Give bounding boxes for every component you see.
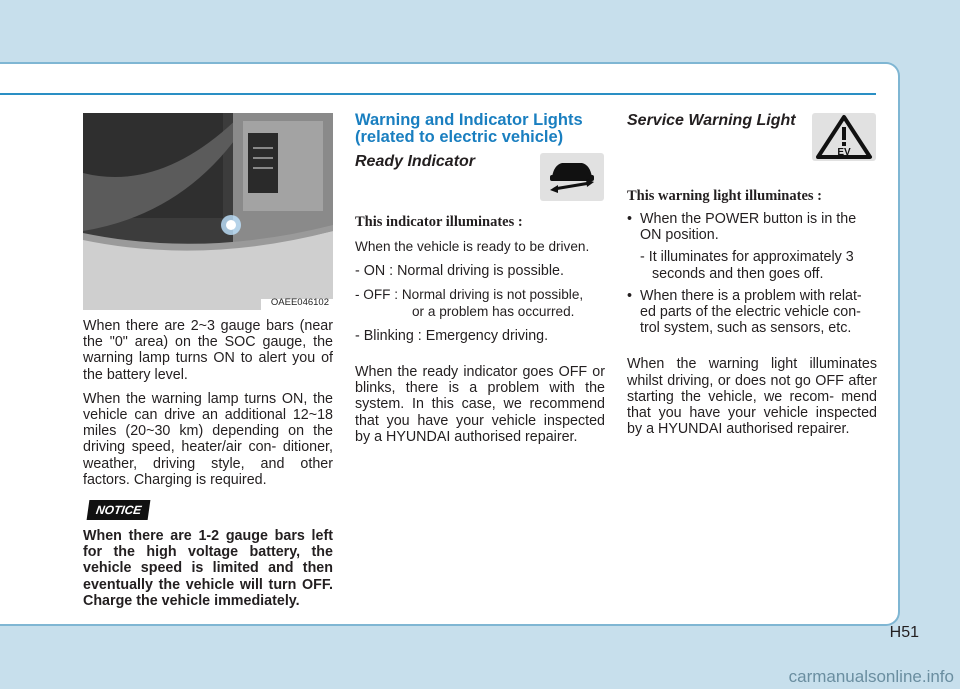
section-heading-line1: Warning and Indicator Lights (355, 111, 583, 129)
page-number: H51 (889, 624, 919, 641)
notice-text: When there are 1-2 gauge bars left for the high voltage battery, the vehicle speed is limited and then eventually the vehicle will turn OFF. Charge the vehicle immediately. (83, 528, 333, 609)
bullet-2-line1: When there is a problem with relat- (640, 287, 862, 304)
bullet-1-dot: • (627, 211, 633, 227)
bullet-1-line2: ON position. (640, 227, 719, 244)
ev-warning-icon (812, 113, 876, 161)
ready-illuminates-heading: This indicator illuminates : (355, 214, 523, 230)
ready-intro: When the vehicle is ready to be driven. (355, 239, 590, 254)
bullet-1-line1: When the POWER button is in the (640, 211, 857, 227)
sub-item-line1: - It illuminates for approximately 3 (640, 249, 854, 266)
ready-item-off (355, 287, 605, 303)
additional-range-paragraph: When the warning lamp turns ON, the vehicle can drive an additional 12~18 miles (20~30 km) depending on the driving speed, heater/air con- ditioner, weather, driving style, and other factors. Charging is required. (83, 390, 333, 488)
bullet-2-line2: ed parts of the electric vehicle con- (640, 304, 861, 321)
ready-item-off-prefix: - OFF : (355, 287, 399, 303)
ready-item-on (355, 263, 605, 279)
header-rule (0, 93, 876, 95)
notice-badge: NOTICE (87, 500, 151, 520)
ready-item-off-cont: or a problem has occurred. (412, 303, 575, 319)
photo-caption: OAEE046102 (270, 297, 329, 308)
watermark: carmanualsonline.info (788, 667, 954, 686)
ready-indicator-icon (540, 153, 604, 201)
service-sub-item (627, 249, 877, 281)
ev-icon-label: EV (837, 147, 851, 158)
ready-item-on-text: Normal driving is possible. (397, 263, 564, 280)
ready-indicator-title: Ready Indicator (355, 153, 476, 170)
ready-indicator-paragraph: When the ready indicator goes OFF or blinks, there is a problem with the system. In this case, we recommend that you have your vehicle inspected by a HYUNDAI authorised repairer. (355, 364, 605, 445)
ready-item-blinking (355, 328, 605, 344)
ready-item-on-prefix: - ON : (355, 263, 394, 280)
bullet-2-line3: trol system, such as sensors, etc. (640, 320, 852, 337)
service-bullet-1 (627, 211, 877, 243)
section-heading-line2: (related to electric vehicle) (355, 128, 564, 146)
ready-item-blinking-text: Emergency driving. (425, 327, 549, 344)
section-heading (355, 112, 605, 146)
service-warning-paragraph: When the warning light illuminates whilst driving, or does not go OFF after starting the vehicle, we recom- mend that you have your vehicle inspected by a HYUNDAI authorised repairer. (627, 356, 877, 438)
ready-item-off-text: Normal driving is not possible, (401, 287, 584, 303)
service-warning-title: Service Warning Light (627, 112, 796, 129)
battery-warning-paragraph: When there are 2~3 gauge bars (near the "0" area) on the SOC gauge, the warning lamp turns ON to alert you of the battery level. (83, 318, 333, 383)
ready-item-blinking-prefix: - Blinking : (355, 327, 422, 344)
service-illuminates-heading: This warning light illuminates : (627, 188, 822, 204)
bullet-2-dot: • (627, 287, 633, 304)
sub-item-line2: seconds and then goes off. (652, 265, 824, 282)
service-bullet-2 (627, 288, 877, 337)
dashboard-photo (83, 113, 333, 310)
